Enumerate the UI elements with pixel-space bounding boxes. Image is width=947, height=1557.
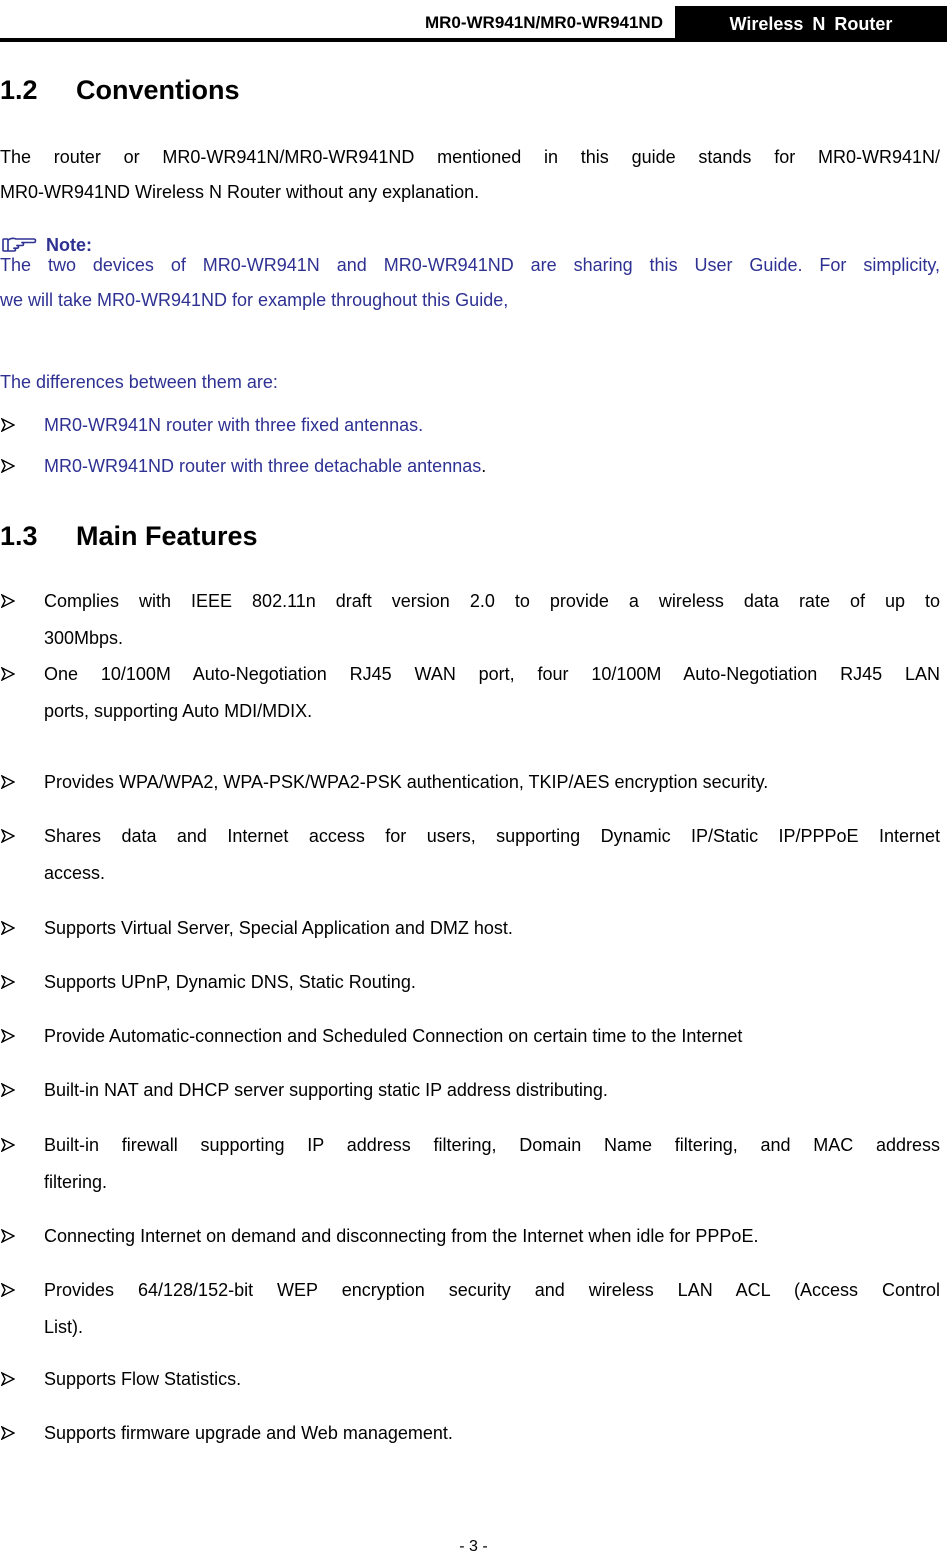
feature-text [44,1073,940,1110]
feature-text [44,819,940,893]
feature-text [44,657,940,731]
arrow-bullet-icon [0,911,16,946]
feature-text [44,1273,940,1347]
note-line-2: we will take MR0-WR941ND for example throughout this Guide, [0,290,509,310]
feature-text [44,1019,940,1056]
feature-line-1: Built-in firewall supporting IP address filtering, Domain Name filtering, and MAC address [44,1135,940,1155]
arrow-bullet-icon [0,819,16,854]
arrow-bullet-icon [0,657,16,692]
feature-line-2: ports, supporting Auto MDI/MDIX. [44,701,313,721]
header-product-tab [675,6,947,42]
difference-item-2: MR0-WR941ND router with three detachable antennas [44,456,482,476]
section-number: 1.2 [0,75,38,105]
header-rule [0,38,947,42]
arrow-bullet-icon [0,1362,16,1397]
feature-text [44,965,940,1002]
header-product-label: Wireless N Router [729,14,893,34]
feature-line-1: One 10/100M Auto-Negotiation RJ45 WAN port, four 10/100M Auto-Negotiation RJ45 LAN [44,664,940,684]
conventions-paragraph [0,140,940,210]
arrow-bullet-icon [0,449,16,484]
feature-line-1: Provides 64/128/152-bit WEP encryption security and wireless LAN ACL (Access Control [44,1280,940,1300]
difference-item-1: MR0-WR941N router with three fixed antennas. [44,415,424,435]
feature-line-1: Built-in NAT and DHCP server supporting static IP address distributing. [44,1080,608,1100]
feature-text [44,911,940,948]
feature-text [44,1219,940,1256]
feature-line-1: Supports Virtual Server, Special Application and DMZ host. [44,918,513,938]
section-title: Main Features [76,521,258,551]
feature-text [44,584,940,658]
feature-line-1: Provide Automatic-connection and Scheduled Connection on certain time to the Internet [44,1026,743,1046]
note-label: Note: [46,234,92,255]
feature-text [44,1128,940,1202]
feature-line-1: Supports Flow Statistics. [44,1369,242,1389]
difference-item-2-period: . [481,456,487,476]
note-paragraph [0,248,940,318]
feature-text [44,765,940,802]
feature-text [44,1362,940,1399]
arrow-bullet-icon [0,1416,16,1451]
differences-intro [0,365,940,400]
conventions-line-1: The router or MR0-WR941N/MR0-WR941ND mentioned in this guide stands for MR0-WR941N/ [0,147,940,167]
note-line-1: The two devices of MR0-WR941N and MR0-WR941ND are sharing this User Guide. For simplicity, [0,255,940,275]
section-heading-main-features [0,520,258,552]
feature-line-2: access. [44,863,106,883]
feature-line-1: Shares data and Internet access for users, supporting Dynamic IP/Static IP/PPPoE Internet [44,826,940,846]
arrow-bullet-icon [0,1019,16,1054]
section-title: Conventions [76,75,240,105]
feature-text [44,1416,940,1453]
arrow-bullet-icon [0,1219,16,1254]
feature-line-1: Supports UPnP, Dynamic DNS, Static Routing. [44,972,416,992]
arrow-bullet-icon [0,965,16,1000]
arrow-bullet-icon [0,1073,16,1108]
feature-line-2: 300Mbps. [44,628,124,648]
page-header [0,0,947,44]
feature-line-2: filtering. [44,1172,108,1192]
differences-intro-text: The differences between them are: [0,372,278,392]
feature-line-1: Provides WPA/WPA2, WPA-PSK/WPA2-PSK authentication, TKIP/AES encryption security. [44,772,769,792]
header-model-name: MR0-WR941N/MR0-WR941ND [424,13,663,32]
arrow-bullet-icon [0,584,16,619]
section-number: 1.3 [0,521,38,551]
section-heading-conventions [0,74,240,106]
conventions-line-2: MR0-WR941ND Wireless N Router without any explanation. [0,182,480,202]
feature-line-1: Complies with IEEE 802.11n draft version 2.0 to provide a wireless data rate of up to [44,591,940,611]
arrow-bullet-icon [0,1128,16,1163]
arrow-bullet-icon [0,765,16,800]
feature-line-1: Connecting Internet on demand and disconnecting from the Internet when idle for PPPoE. [44,1226,759,1246]
feature-line-1: Supports firmware upgrade and Web management. [44,1423,453,1443]
page-number: - 3 - [459,1538,488,1555]
arrow-bullet-icon [0,408,16,443]
arrow-bullet-icon [0,1273,16,1308]
feature-line-2: List). [44,1317,84,1337]
